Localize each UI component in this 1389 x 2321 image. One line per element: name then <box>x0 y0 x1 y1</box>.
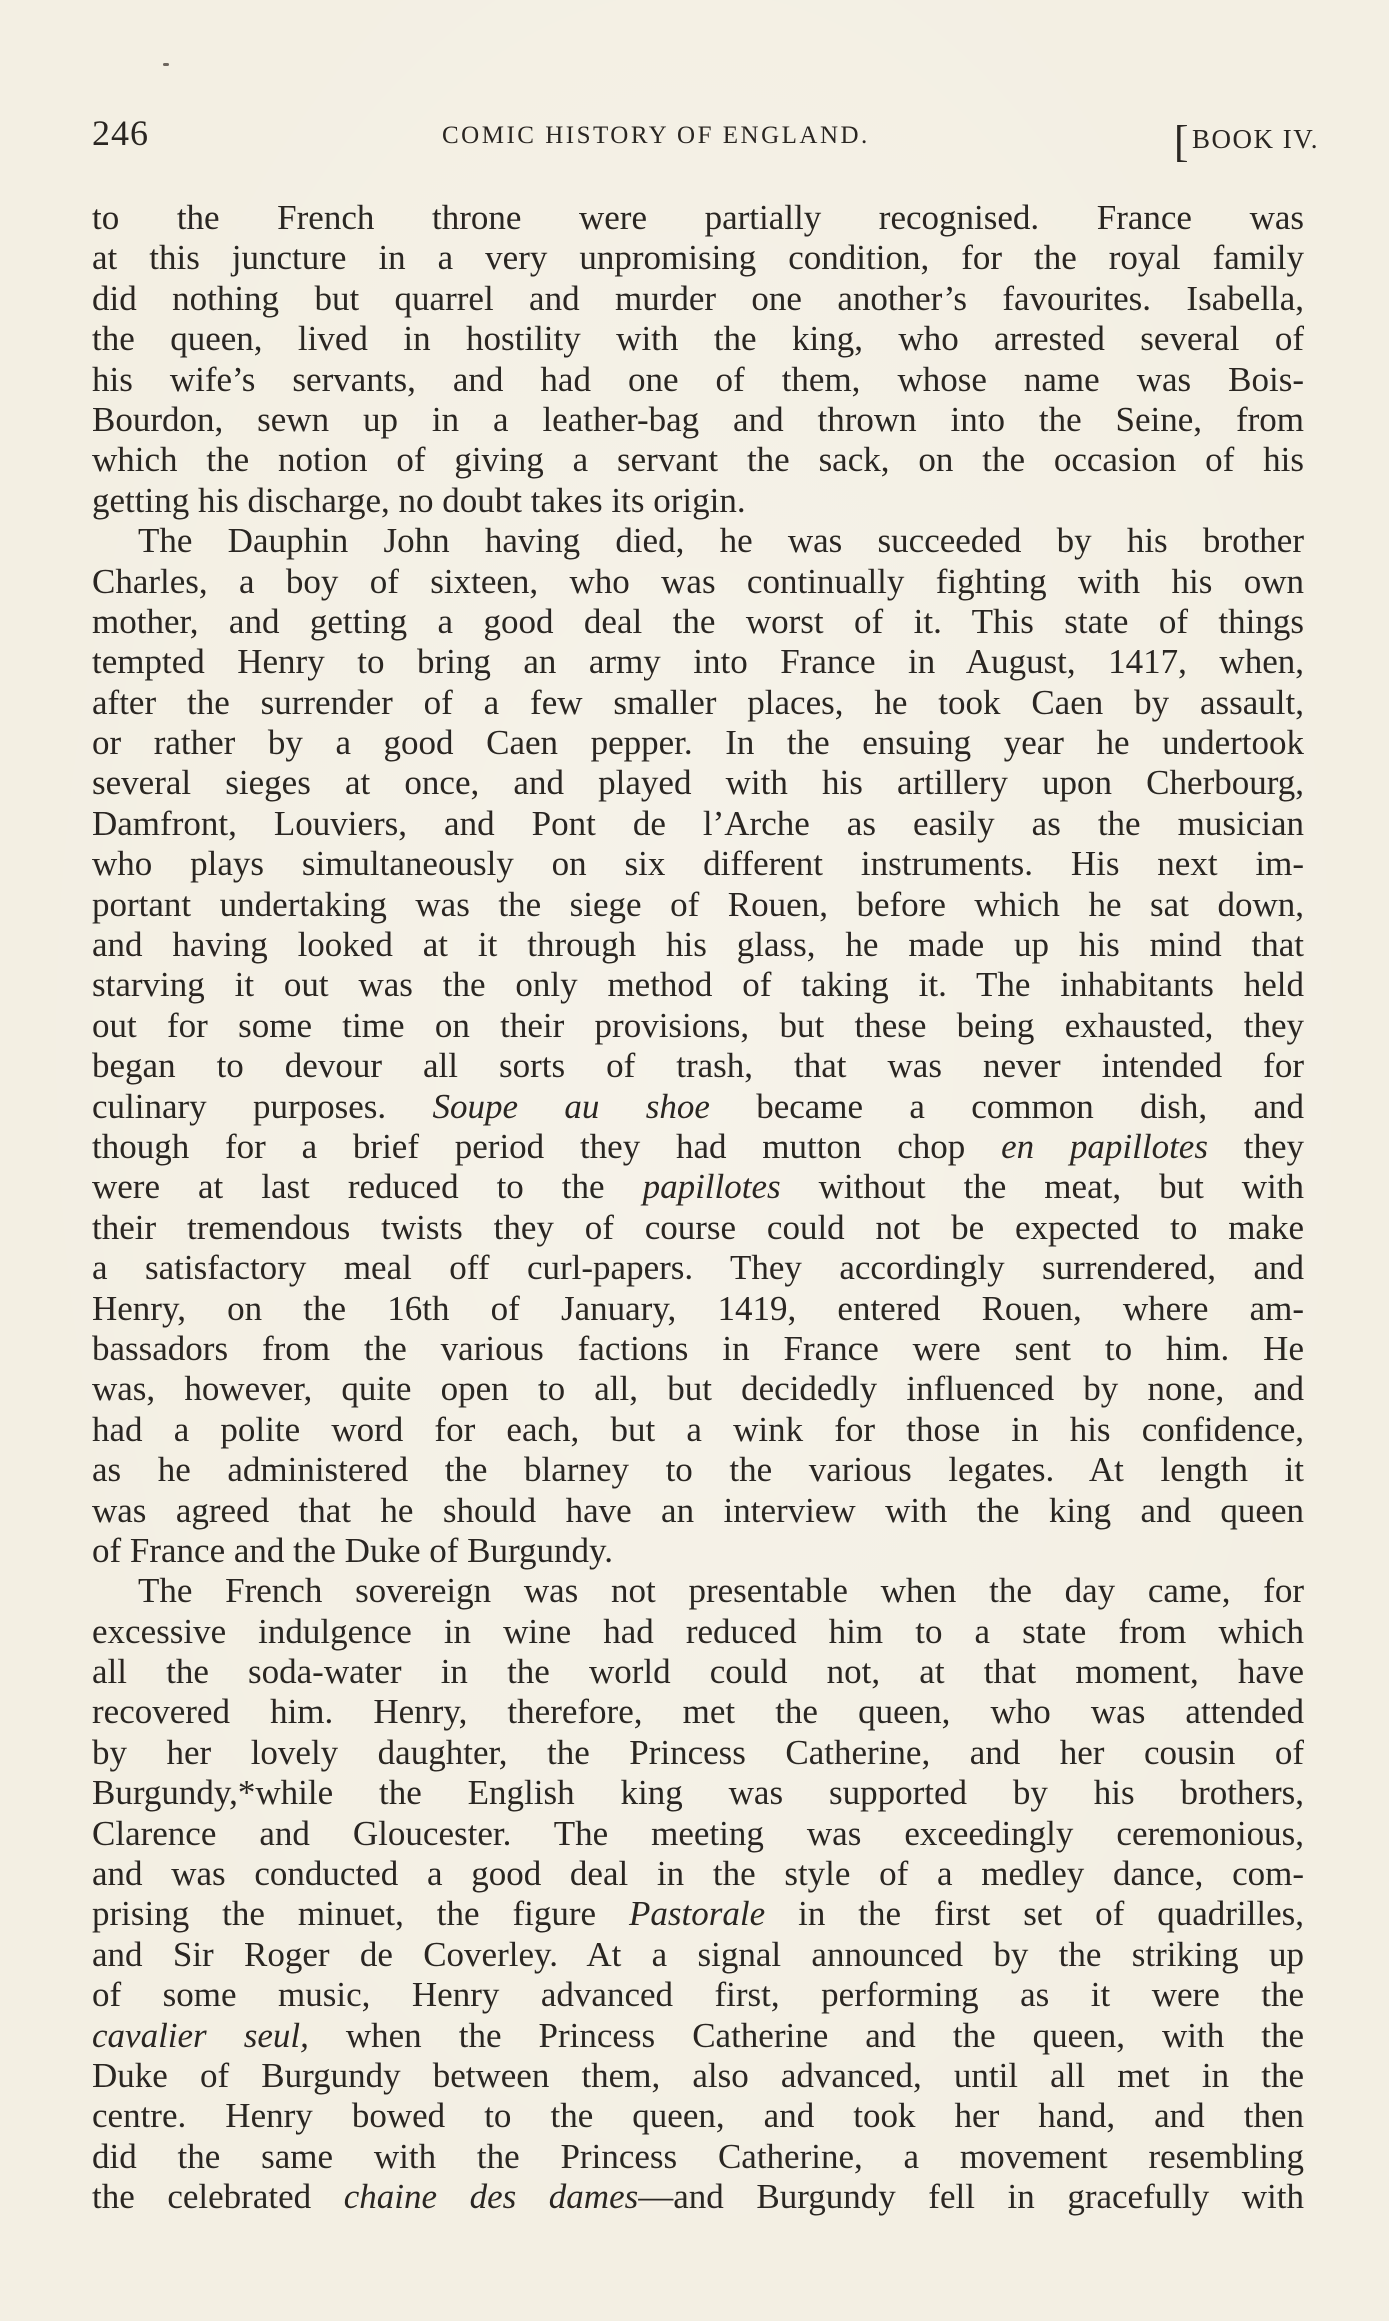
text-line <box>92 2177 1304 2217</box>
italic-phrase: en papillotes <box>1001 1126 1208 1166</box>
text-line: centre. Henry bowed to the queen, and took her hand, and then <box>92 2096 1304 2136</box>
italic-phrase: chaine des dames <box>343 2177 639 2217</box>
text-line: to the French throne were partially recognised. France was <box>92 198 1304 237</box>
text-segment: culinary purposes. <box>92 1086 387 1126</box>
book-label <box>1174 116 1319 167</box>
text-line: of some music, Henry advanced first, performing as it were the <box>92 1975 1304 2015</box>
running-title: COMIC HISTORY OF ENGLAND. <box>442 122 870 149</box>
text-segment: became a common dish, and <box>756 1086 1304 1126</box>
text-line: Charles, a boy of sixteen, who was continually fighting with his own <box>92 561 1304 601</box>
text-line: at this juncture in a very unpromising condition, for the royal family <box>92 238 1304 278</box>
text-line: several sieges at once, and played with his artillery upon Cherbourg, <box>92 763 1304 803</box>
text-line: and having looked at it through his glass, he made up his mind that <box>92 925 1304 965</box>
text-line: by her lovely daughter, the Princess Catherine, and her cousin of <box>92 1732 1304 1772</box>
book-label-text: BOOK IV. <box>1191 124 1319 154</box>
text-line: tempted Henry to bring an army into France in August, 1417, when, <box>92 642 1304 682</box>
text-line <box>92 1894 1304 1934</box>
text-line: bassadors from the various factions in France were sent to him. He <box>92 1328 1304 1368</box>
text-line: began to devour all sorts of trash, that was never intended for <box>92 1046 1304 1086</box>
text-line: Duke of Burgundy between them, also advanced, until all met in the <box>92 2055 1304 2095</box>
text-line: and Sir Roger de Coverley. At a signal announced by the striking up <box>92 1934 1304 1974</box>
text-line: had a polite word for each, but a wink for those in his confidence, <box>92 1409 1304 1449</box>
text-segment: when the Princess Catherine and the queen, with the <box>345 2015 1304 2055</box>
italic-phrase: Soupe au shoe <box>432 1086 710 1126</box>
running-header <box>92 112 1319 164</box>
italic-phrase: papillotes <box>642 1167 781 1207</box>
text-line: and was conducted a good deal in the style of a medley dance, com- <box>92 1854 1304 1894</box>
text-line: the queen, lived in hostility with the king, who arrested several of <box>92 319 1304 359</box>
text-segment: the celebrated <box>92 2177 312 2217</box>
text-line <box>92 1127 1304 1167</box>
book-bracket: [ <box>1173 117 1190 166</box>
text-line: which the notion of giving a servant the sack, on the occasion of his <box>92 440 1304 480</box>
text-line: as he administered the blarney to the various legates. At length it <box>92 1450 1304 1490</box>
text-line: a satisfactory meal off curl-papers. They accordingly surrendered, and <box>92 1248 1304 1288</box>
text-line: or rather by a good Caen pepper. In the ensuing year he undertook <box>92 723 1304 763</box>
text-segment: in the first set of quadrilles, <box>798 1894 1304 1934</box>
text-line <box>92 1087 1304 1127</box>
text-line: starving it out was the only method of taking it. The inhabitants held <box>92 965 1304 1005</box>
text-line <box>92 2016 1304 2056</box>
text-line: their tremendous twists they of course could not be expected to make <box>92 1207 1304 1247</box>
text-line: of France and the Duke of Burgundy. <box>92 1530 613 1570</box>
text-line: Damfront, Louviers, and Pont de l’Arche as easily as the musician <box>92 803 1304 843</box>
text-segment: without the meat, but with <box>818 1167 1304 1207</box>
text-line: did nothing but quarrel and murder one another’s favourites. Isabella, <box>92 278 1304 318</box>
italic-phrase: Pastorale <box>629 1894 766 1934</box>
text-line: his wife’s servants, and had one of them, whose name was Bois- <box>92 359 1304 399</box>
text-line: out for some time on their provisions, but these being exhausted, they <box>92 1005 1304 1045</box>
text-line: all the soda-water in the world could not, at that moment, have <box>92 1652 1304 1692</box>
print-speck <box>163 63 169 66</box>
text-line: mother, and getting a good deal the worst of it. This state of things <box>92 601 1304 641</box>
text-line: The Dauphin John having died, he was succeeded by his brother <box>138 521 1304 561</box>
text-line: getting his discharge, no doubt takes its origin. <box>92 480 746 520</box>
text-line: recovered him. Henry, therefore, met the queen, who was attended <box>92 1692 1304 1732</box>
text-line: Henry, on the 16th of January, 1419, entered Rouen, where am- <box>92 1288 1304 1328</box>
text-line: who plays simultaneously on six different instruments. His next im- <box>92 844 1304 884</box>
text-line: did the same with the Princess Catherine, a movement resembling <box>92 2136 1304 2176</box>
text-line: The French sovereign was not presentable when the day came, for <box>138 1571 1304 1611</box>
text-segment: —and Burgundy fell in gracefully with <box>638 2177 1304 2217</box>
text-line: was agreed that he should have an interview with the king and queen <box>92 1490 1304 1530</box>
text-line: after the surrender of a few smaller places, he took Caen by assault, <box>92 682 1304 722</box>
italic-phrase: cavalier seul, <box>92 2015 309 2055</box>
text-line: was, however, quite open to all, but decidedly influenced by none, and <box>92 1369 1304 1409</box>
text-segment: prising the minuet, the figure <box>92 1894 597 1934</box>
text-line: Bourdon, sewn up in a leather-bag and thrown into the Seine, from <box>92 399 1304 439</box>
text-line: portant undertaking was the siege of Rouen, before which he sat down, <box>92 884 1304 924</box>
text-line <box>92 1167 1304 1207</box>
body-text <box>92 198 1304 2218</box>
text-segment: were at last reduced to the <box>92 1167 605 1207</box>
text-line: Burgundy,*while the English king was supported by his brothers, <box>92 1773 1304 1813</box>
text-line: Clarence and Gloucester. The meeting was exceedingly ceremonious, <box>92 1813 1304 1853</box>
text-segment: though for a brief period they had mutton chop <box>92 1126 966 1166</box>
text-segment: they <box>1243 1126 1304 1166</box>
text-line: excessive indulgence in wine had reduced him to a state from which <box>92 1611 1304 1651</box>
page-number: 246 <box>92 113 149 153</box>
